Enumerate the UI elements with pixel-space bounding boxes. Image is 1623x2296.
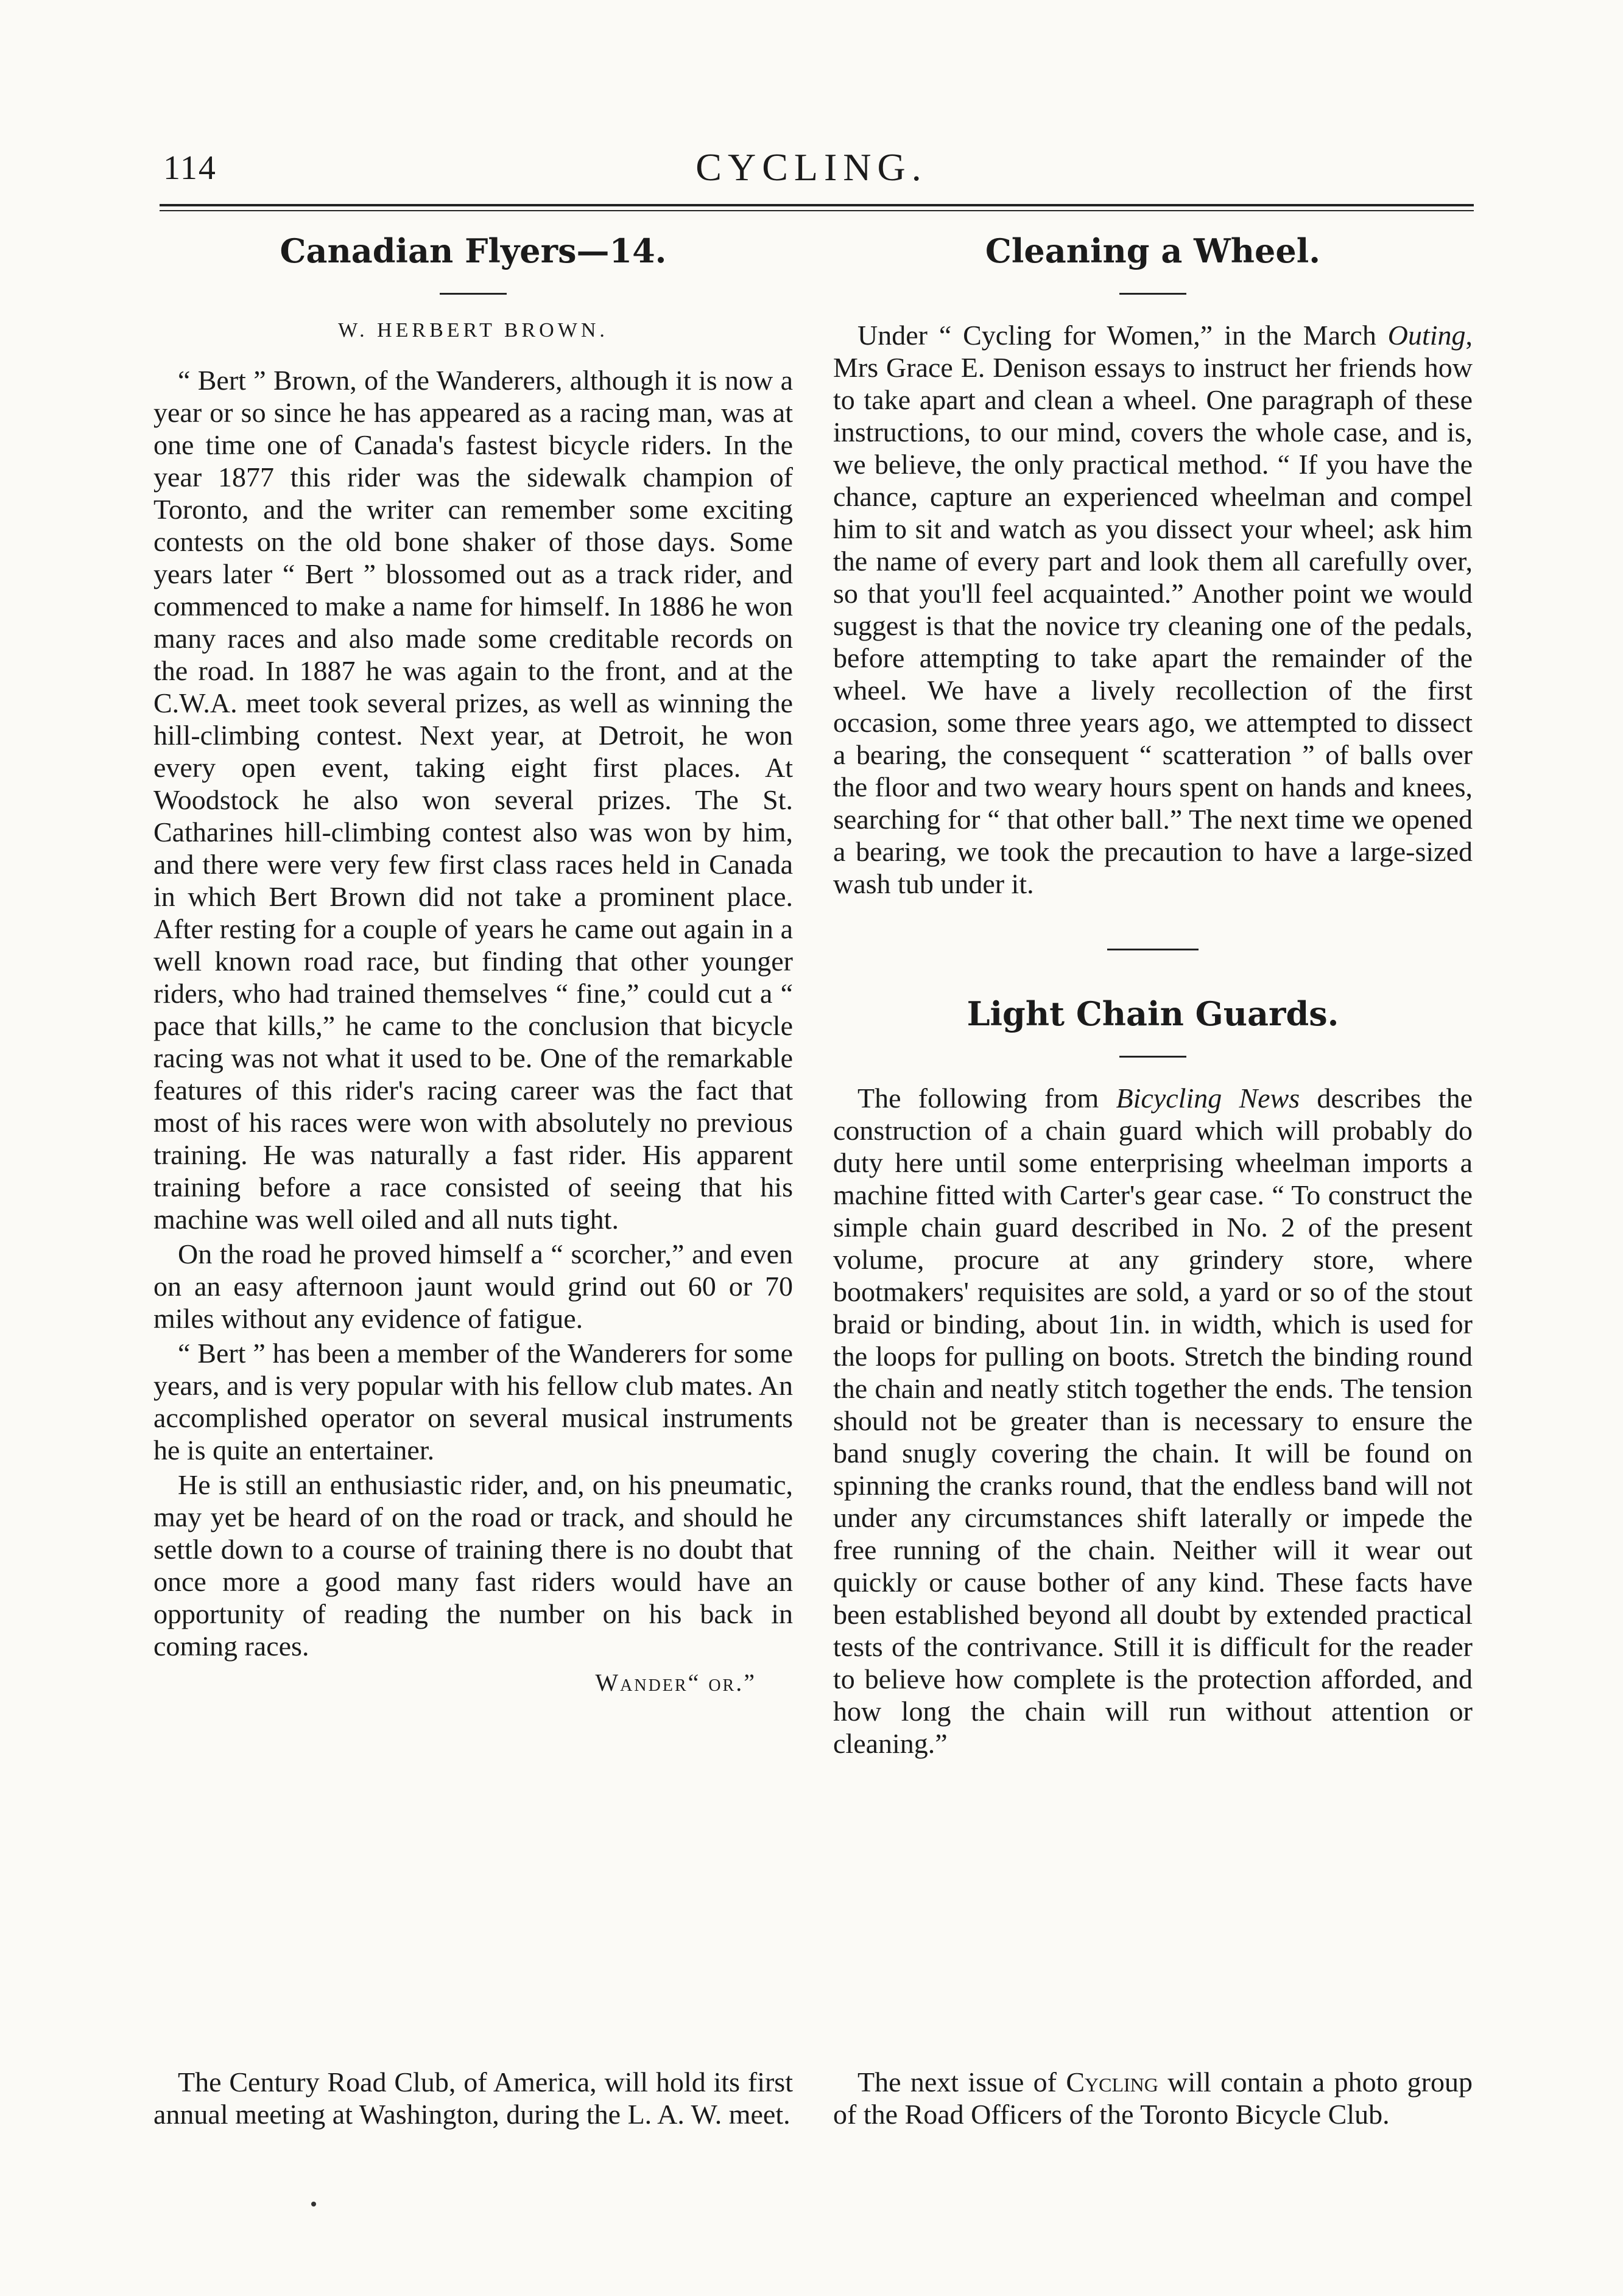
header-rule-thin bbox=[160, 210, 1474, 211]
header-rule bbox=[160, 204, 1474, 206]
publication-title: Outing bbox=[1387, 319, 1466, 351]
article-title-cleaning-a-wheel: Cleaning a Wheel. bbox=[985, 231, 1321, 270]
byline: W. HERBERT BROWN. bbox=[338, 318, 608, 342]
paragraph bbox=[833, 319, 1473, 900]
paragraph: On the road he proved himself a “ scorcher,” and even on an easy afternoon jaunt would grind out 60 or 70 miles without any evidence of fatigue. bbox=[153, 1238, 793, 1334]
text-run: The next issue of bbox=[857, 2066, 1066, 2098]
article-title-canadian-flyers: Canadian Flyers—14. bbox=[280, 231, 667, 270]
publication-title: Bicycling News bbox=[1116, 1082, 1300, 1114]
title-divider bbox=[1119, 293, 1186, 295]
paragraph: “ Bert ” Brown, of the Wanderers, although it is now a year or so since he has appeared as a racing man, was at one time one of Canada's fastest bicycle riders. In the year 1877 this rider was the sidewalk champion of Toronto, and the writer can remember some exciting contests on the old bone shaker of those days. Some years later “ Bert ” blossomed out as a track rider, and commenced to make a name for himself. In 1886 he won many races and also made some creditable records on the road. In 1887 he was again to the front, and at the C.W.A. meet took several prizes, as well as winning the hill-climbing contest. Next year, at Detroit, he won every open event, taking eight first places. At Woodstock he also won several prizes. The St. Catharines hill-climbing contest also was won by him, and there were very few first class races held in Canada in which Bert Brown did not take a prominent place. After resting for a couple of years he came out again in a well known road race, but finding that other younger riders, who had trained themselves “ fine,” could cut a “ pace that kills,” he came to the conclusion that bicycle racing was not what it used to be. One of the remarkable features of this rider's racing career was the fact that most of his races were won with absolutely no previous training. He was naturally a fast rider. His apparent training before a race consisted of seeing that his machine was well oiled and all nuts tight. bbox=[153, 364, 793, 1235]
text-run: , Mrs Grace E. Denison essays to instruct her friends how to take apart and clean a wheel. One paragraph of these instructions, to our mind, covers the whole case, and is, we believe, the only practical method. “ If you have the chance, capture an experienced wheelman and compel him to sit and watch as you dissect your wheel; ask him the name of every part and look them all carefully over, so that you'll feel acquainted.” Another point we would suggest is that the novice try cleaning one of the pedals, before attempting to take apart the remainder of the wheel. We have a lively recollection of the first occasion, some three years ago, we attempted to dissect a bearing, the consequent “ scatteration ” of balls over the floor and two weary hours spent on hands and knees, searching for “ that other ball.” The next time we opened a bearing, we took the precaution to have a large-sized wash tub under it. bbox=[833, 319, 1473, 899]
article-title-light-chain-guards: Light Chain Guards. bbox=[966, 994, 1339, 1033]
journal-title: CYCLING. bbox=[695, 146, 928, 189]
left-column bbox=[153, 231, 793, 1697]
journal-name: Cycling bbox=[1066, 2066, 1158, 2098]
note-century-road-club: The Century Road Club, of America, will hold its first annual meeting at Washington, during the L. A. W. meet. bbox=[153, 2066, 793, 2130]
title-divider bbox=[440, 293, 507, 295]
ink-speck bbox=[311, 2202, 316, 2206]
signature: Wander“ or.” bbox=[595, 1668, 756, 1696]
text-run: The following from bbox=[857, 1082, 1116, 1114]
title-divider bbox=[1119, 1056, 1186, 1058]
right-column bbox=[833, 231, 1473, 1760]
page-number: 114 bbox=[163, 149, 217, 187]
text-run: describes the construction of a chain guard which will probably do duty here until some enterprising wheelman imports a machine fitted with Carter's gear case. “ To construct the simple chain guard described in No. 2 of the present volume, procure at any grindery store, where bootmakers' requisites are sold, a yard or so of the stout braid or binding, about 1in. in width, which is used for the loops for pulling on boots. Stretch the binding round the chain and neatly stitch together the ends. The tension should not be greater than is necessary to ensure the band snugly covering the chain. It will be found on spinning the cranks round, that the endless band will not under any circumstances shift laterally or impede the free running of the chain. Neither will it wear out quickly or cause bother of any kind. These facts have been established beyond all doubt by extended practical tests of the contrivance. Still it is difficult for the reader to believe how complete is the protection afforded, and how long the chain will run without attention or cleaning.” bbox=[833, 1082, 1473, 1759]
section-divider bbox=[1107, 949, 1199, 950]
paragraph bbox=[833, 1082, 1473, 1760]
text-run: will contain a photo group of the Road Officers of the Toronto Bicycle Club. bbox=[833, 2066, 1473, 2130]
note-next-issue bbox=[833, 2066, 1473, 2130]
paragraph: “ Bert ” has been a member of the Wanderers for some years, and is very popular with his fellow club mates. An accomplished operator on several musical instruments he is quite an entertainer. bbox=[153, 1337, 793, 1466]
paragraph: He is still an enthusiastic rider, and, on his pneumatic, may yet be heard of on the road or track, and should he settle down to a course of training there is no doubt that once more a good many fast riders would have an opportunity of reading the number on his back in coming races. bbox=[153, 1469, 793, 1662]
text-run: Under “ Cycling for Women,” in the March bbox=[857, 319, 1388, 351]
